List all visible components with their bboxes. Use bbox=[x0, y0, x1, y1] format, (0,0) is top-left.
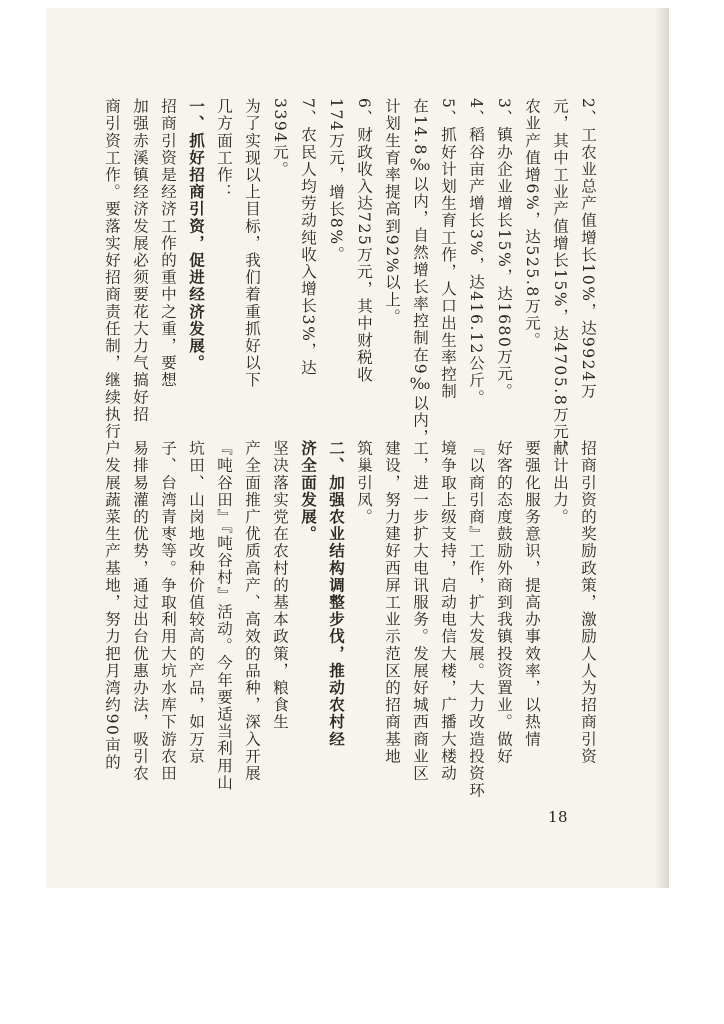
text-line: 献计出力。 bbox=[551, 440, 569, 526]
text-line: 好客的态度鼓励外商到我镇投资置业。做好 bbox=[495, 440, 513, 765]
text-line: 5、抓好计划生育工作，人口出生率控制 bbox=[439, 98, 457, 401]
text-line: 产全面推广优质高产、高效的品种，深入开展 bbox=[243, 440, 261, 782]
text-line: 几方面工作： bbox=[215, 98, 233, 201]
section-heading-2: 二、加强农业结构调整步伐，推动农村经 bbox=[327, 440, 346, 748]
text-line: 户发展蔬菜生产基地，努力把月湾约90亩的 bbox=[103, 440, 121, 771]
text-line: 174万元，增长8%。 bbox=[327, 98, 345, 263]
text-line: 加强赤溪镇经济发展必须要花大力气搞好招 bbox=[131, 98, 149, 423]
text-line: 招商引资的奖励政策，激励人人为招商引资 bbox=[579, 440, 597, 765]
text-line: 在14.8‰以内，自然增长率控制在9‰以内， bbox=[411, 98, 429, 447]
text-line: 子、台湾青枣等。争取利用大坑水库下游农田 bbox=[159, 440, 177, 782]
text-line: 3、镇办企业增长15%，达1680万元。 bbox=[495, 98, 513, 400]
text-line: 坚决落实党在农村的基本政策，粮食生 bbox=[271, 440, 289, 731]
section-heading-2-cont: 济全面发展。 bbox=[299, 440, 318, 543]
text-line: 6、财政收入达725万元，其中财税收 bbox=[355, 98, 373, 384]
text-line: 2、工农业总产值增长10%，达9924万 bbox=[579, 98, 597, 400]
text-line: 『以商引商』工作，扩大发展。大力改造投资环 bbox=[467, 440, 485, 800]
section-heading-1: 一、抓好招商引资，促进经济发展。 bbox=[187, 98, 206, 372]
text-line: 要强化服务意识，提高办事效率，以热情 bbox=[523, 440, 541, 748]
text-line: 为了实现以上目标，我们着重抓好以下 bbox=[243, 98, 261, 389]
text-column-lower bbox=[103, 440, 602, 810]
text-line: 商引资工作。要落实好招商责任制，继续执行 bbox=[103, 98, 121, 440]
text-line: 『吨谷田』『吨谷村』活动。今年要适当利用山 bbox=[215, 440, 233, 792]
text-column-upper bbox=[103, 98, 602, 458]
text-line: 3394元。 bbox=[271, 98, 289, 179]
text-line: 农业产值增6%，达525.8万元。 bbox=[523, 98, 541, 350]
binding-shadow bbox=[655, 8, 669, 888]
text-line: 境争取上级支持，启动电信大楼，广播大楼动 bbox=[439, 440, 457, 782]
text-line: 4、稻谷亩产增长3%，达416.12公斤。 bbox=[467, 98, 485, 407]
page-number: 18 bbox=[548, 808, 569, 826]
text-line: 筑巢引凤。 bbox=[355, 440, 373, 526]
text-line: 建设，努力建好西屏工业示范区的招商基地 bbox=[383, 440, 401, 765]
text-line: 元，其中工业产值增长15%，达4705.8万元， bbox=[551, 98, 569, 458]
text-line: 易排易灌的优势，通过出台优惠办法，吸引农 bbox=[131, 440, 149, 782]
text-line: 招商引资是经济工作的重中之重，要想 bbox=[159, 98, 177, 389]
text-line: 工，进一步扩大电讯服务。发展好城西商业区 bbox=[411, 440, 429, 782]
text-line: 计划生育率提高到92%以上。 bbox=[383, 98, 401, 326]
text-line: 坑田、山岗地改种价值较高的产品，如万京 bbox=[187, 440, 205, 765]
text-line: 7、农民人均劳动纯收入增长3%，达 bbox=[299, 98, 317, 377]
